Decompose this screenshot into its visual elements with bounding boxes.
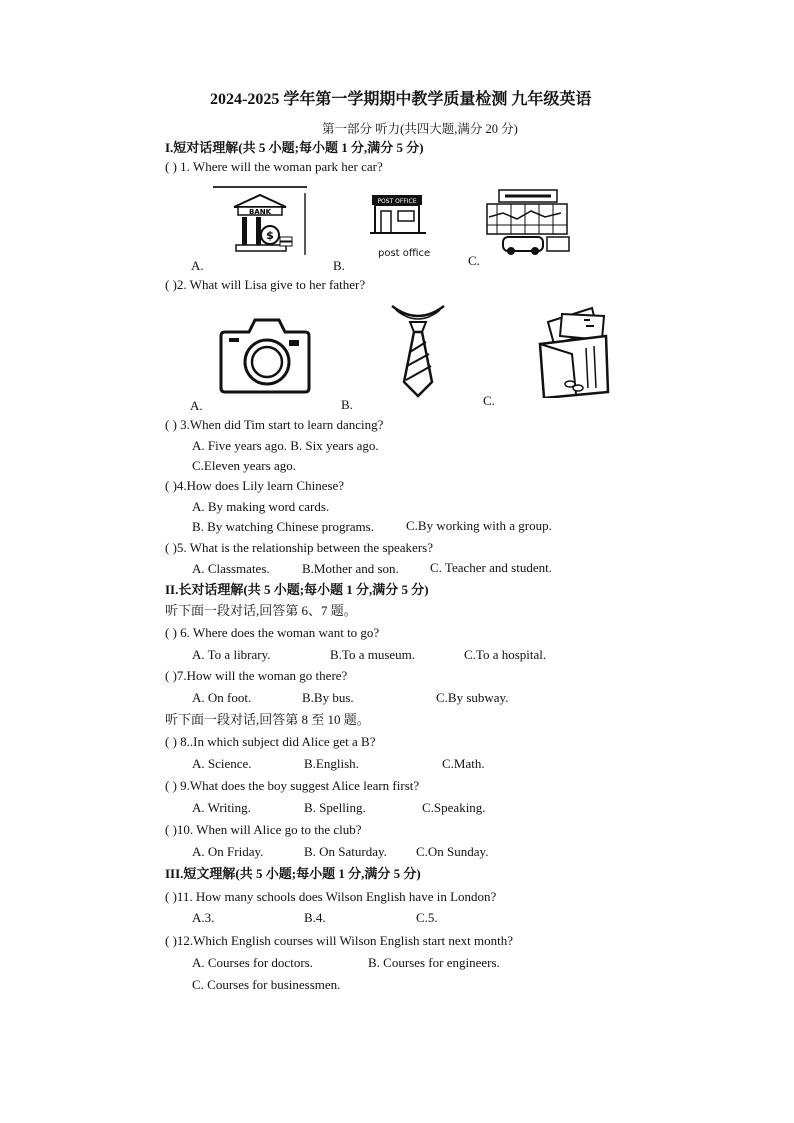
section-3-heading: III.短文理解(共 5 小题;每小题 1 分,满分 5 分)	[165, 866, 421, 881]
q2-option-b: B.	[341, 397, 353, 412]
tie-image	[388, 302, 448, 398]
q3-option-c: C.Eleven years ago.	[192, 458, 296, 473]
q6-option-a: A. To a library.	[192, 647, 271, 662]
q11-option-a: A.3.	[192, 910, 215, 925]
q11-option-c: C.5.	[416, 910, 438, 925]
question-4: ( )4.How does Lily learn Chinese?	[165, 478, 345, 493]
q5-option-b: B.Mother and son.	[302, 561, 399, 576]
q10-option-a: A. On Friday.	[192, 844, 264, 859]
q1-option-a: A.	[191, 258, 204, 273]
svg-text:BANK: BANK	[248, 208, 272, 216]
question-9: ( ) 9.What does the boy suggest Alice learn first?	[165, 778, 420, 793]
question-1: ( ) 1. Where will the woman park her car?	[165, 159, 383, 174]
q4-option-a: A. By making word cards.	[192, 499, 330, 514]
q1-option-b: B.	[333, 258, 345, 273]
question-6: ( ) 6. Where does the woman want to go?	[165, 625, 380, 640]
question-8: ( ) 8..In which subject did Alice get a B?	[165, 734, 376, 749]
question-11: ( )11. How many schools does Wilson English have in London?	[165, 889, 497, 904]
bank-image	[212, 185, 308, 265]
q1-option-c: C.	[468, 253, 480, 268]
q4-option-c: C.By working with a group.	[406, 518, 552, 533]
q9-option-a: A. Writing.	[192, 800, 251, 815]
q8-option-a: A. Science.	[192, 756, 252, 771]
parking-lot-image	[483, 187, 573, 259]
post-office-image	[368, 193, 430, 237]
q12-option-a: A. Courses for doctors.	[192, 955, 313, 970]
q7-option-b: B.By bus.	[302, 690, 354, 705]
q4-option-b: B. By watching Chinese programs.	[192, 519, 374, 534]
question-3: ( ) 3.When did Tim start to learn dancing?	[165, 417, 384, 432]
page-title: 2024-2025 学年第一学期期中教学质量检测 九年级英语	[210, 91, 592, 108]
section-2-heading: II.长对话理解(共 5 小题;每小题 1 分,满分 5 分)	[165, 582, 429, 597]
q8-option-b: B.English.	[304, 756, 359, 771]
q9-option-b: B. Spelling.	[304, 800, 366, 815]
question-2: ( )2. What will Lisa give to her father?	[165, 277, 366, 292]
section-1-heading: I.短对话理解(共 5 小题;每小题 1 分,满分 5 分)	[165, 140, 424, 155]
q3-options-ab: A. Five years ago. B. Six years ago.	[192, 438, 379, 453]
q5-option-a: A. Classmates.	[192, 561, 270, 576]
question-7: ( )7.How will the woman go there?	[165, 668, 348, 683]
section-2-intro-1: 听下面一段对话,回答第 6、7 题。	[165, 603, 357, 618]
question-5: ( )5. What is the relationship between the speakers?	[165, 540, 433, 555]
question-10: ( )10. When will Alice go to the club?	[165, 822, 362, 837]
q9-option-c: C.Speaking.	[422, 800, 486, 815]
camera-image	[219, 312, 311, 394]
question-12: ( )12.Which English courses will Wilson English start next month?	[165, 933, 514, 948]
q12-option-c: C. Courses for businessmen.	[192, 977, 341, 992]
part-subtitle: 第一部分 听力(共四大题,满分 20 分)	[322, 122, 518, 136]
q6-option-b: B.To a museum.	[330, 647, 416, 662]
post-office-caption: post office	[378, 248, 431, 259]
wallet-image	[532, 304, 614, 398]
svg-text:$: $	[266, 229, 274, 242]
q10-option-b: B. On Saturday.	[304, 844, 387, 859]
q5-option-c: C. Teacher and student.	[430, 560, 552, 575]
q11-option-b: B.4.	[304, 910, 326, 925]
q7-option-a: A. On foot.	[192, 690, 252, 705]
q10-option-c: C.On Sunday.	[416, 844, 489, 859]
section-2-intro-2: 听下面一段对话,回答第 8 至 10 题。	[165, 712, 370, 727]
q7-option-c: C.By subway.	[436, 690, 509, 705]
q2-option-c: C.	[483, 393, 495, 408]
q12-option-b: B. Courses for engineers.	[368, 955, 500, 970]
q8-option-c: C.Math.	[442, 756, 485, 771]
q2-option-a: A.	[190, 398, 203, 413]
svg-text:POST OFFICE: POST OFFICE	[377, 198, 417, 205]
q6-option-c: C.To a hospital.	[464, 647, 547, 662]
